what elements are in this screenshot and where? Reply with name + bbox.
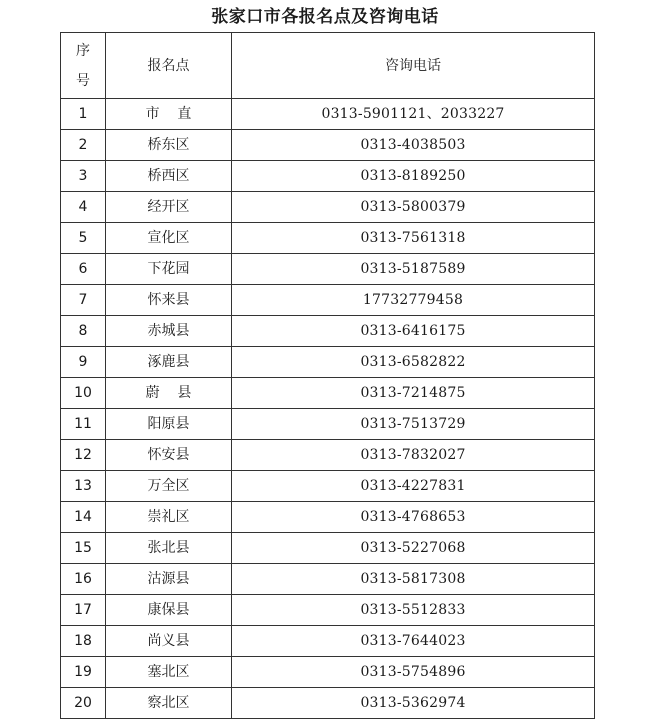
row-phone: 0313-8189250 — [232, 161, 595, 192]
row-phone: 0313-5512833 — [232, 595, 595, 626]
table-row — [61, 502, 595, 533]
row-site: 沽源县 — [106, 564, 232, 595]
row-index: 2 — [61, 130, 106, 161]
header-row — [61, 33, 595, 99]
row-index: 8 — [61, 316, 106, 347]
row-site: 康保县 — [106, 595, 232, 626]
table-row — [61, 626, 595, 657]
row-site: 桥东区 — [106, 130, 232, 161]
table-row — [61, 471, 595, 502]
row-phone: 0313-4227831 — [232, 471, 595, 502]
table-row — [61, 440, 595, 471]
row-index: 16 — [61, 564, 106, 595]
row-site: 宣化区 — [106, 223, 232, 254]
table-row — [61, 378, 595, 409]
row-phone: 0313-7644023 — [232, 626, 595, 657]
table-row — [61, 688, 595, 719]
contact-table — [60, 32, 595, 719]
table-row — [61, 564, 595, 595]
row-phone: 0313-7832027 — [232, 440, 595, 471]
row-index: 18 — [61, 626, 106, 657]
row-phone: 0313-7561318 — [232, 223, 595, 254]
table-row — [61, 192, 595, 223]
row-site: 经开区 — [106, 192, 232, 223]
row-index: 20 — [61, 688, 106, 719]
row-phone: 0313-5754896 — [232, 657, 595, 688]
table-row — [61, 285, 595, 316]
row-index: 9 — [61, 347, 106, 378]
table-body — [61, 99, 595, 719]
row-index: 13 — [61, 471, 106, 502]
row-index: 11 — [61, 409, 106, 440]
row-phone: 0313-5817308 — [232, 564, 595, 595]
row-site: 崇礼区 — [106, 502, 232, 533]
row-site: 市 直 — [106, 99, 232, 130]
row-phone: 0313-5800379 — [232, 192, 595, 223]
row-index: 19 — [61, 657, 106, 688]
row-index: 1 — [61, 99, 106, 130]
table-row — [61, 254, 595, 285]
row-site: 桥西区 — [106, 161, 232, 192]
row-index: 5 — [61, 223, 106, 254]
table-row — [61, 161, 595, 192]
row-phone: 0313-5227068 — [232, 533, 595, 564]
row-site: 下花园 — [106, 254, 232, 285]
header-phone: 咨询电话 — [232, 33, 595, 99]
table-row — [61, 347, 595, 378]
row-index: 10 — [61, 378, 106, 409]
row-phone: 0313-5901121、2033227 — [232, 99, 595, 130]
row-site: 怀安县 — [106, 440, 232, 471]
table-row — [61, 130, 595, 161]
table-row — [61, 316, 595, 347]
row-phone: 0313-7214875 — [232, 378, 595, 409]
row-site: 赤城县 — [106, 316, 232, 347]
row-site: 万全区 — [106, 471, 232, 502]
row-site: 张北县 — [106, 533, 232, 564]
table-row — [61, 409, 595, 440]
row-site: 蔚 县 — [106, 378, 232, 409]
table-row — [61, 657, 595, 688]
row-site: 涿鹿县 — [106, 347, 232, 378]
page-title: 张家口市各报名点及咨询电话 — [211, 7, 439, 27]
row-site: 阳原县 — [106, 409, 232, 440]
table-row — [61, 595, 595, 626]
header-index-line2: 号 — [76, 72, 90, 89]
row-phone: 0313-6416175 — [232, 316, 595, 347]
table-header — [61, 33, 595, 99]
table-row — [61, 99, 595, 130]
row-index: 7 — [61, 285, 106, 316]
row-phone: 0313-6582822 — [232, 347, 595, 378]
table-row — [61, 223, 595, 254]
row-phone: 0313-5362974 — [232, 688, 595, 719]
row-index: 4 — [61, 192, 106, 223]
header-index — [61, 33, 106, 99]
row-phone: 0313-4768653 — [232, 502, 595, 533]
header-index-line1: 序 — [76, 42, 90, 59]
row-index: 14 — [61, 502, 106, 533]
row-phone: 0313-7513729 — [232, 409, 595, 440]
row-index: 6 — [61, 254, 106, 285]
row-site: 察北区 — [106, 688, 232, 719]
row-phone: 0313-5187589 — [232, 254, 595, 285]
row-site: 塞北区 — [106, 657, 232, 688]
table-row — [61, 533, 595, 564]
row-site: 怀来县 — [106, 285, 232, 316]
row-index: 15 — [61, 533, 106, 564]
row-phone: 17732779458 — [232, 285, 595, 316]
row-index: 12 — [61, 440, 106, 471]
row-site: 尚义县 — [106, 626, 232, 657]
row-phone: 0313-4038503 — [232, 130, 595, 161]
header-site: 报名点 — [106, 33, 232, 99]
row-index: 3 — [61, 161, 106, 192]
row-index: 17 — [61, 595, 106, 626]
